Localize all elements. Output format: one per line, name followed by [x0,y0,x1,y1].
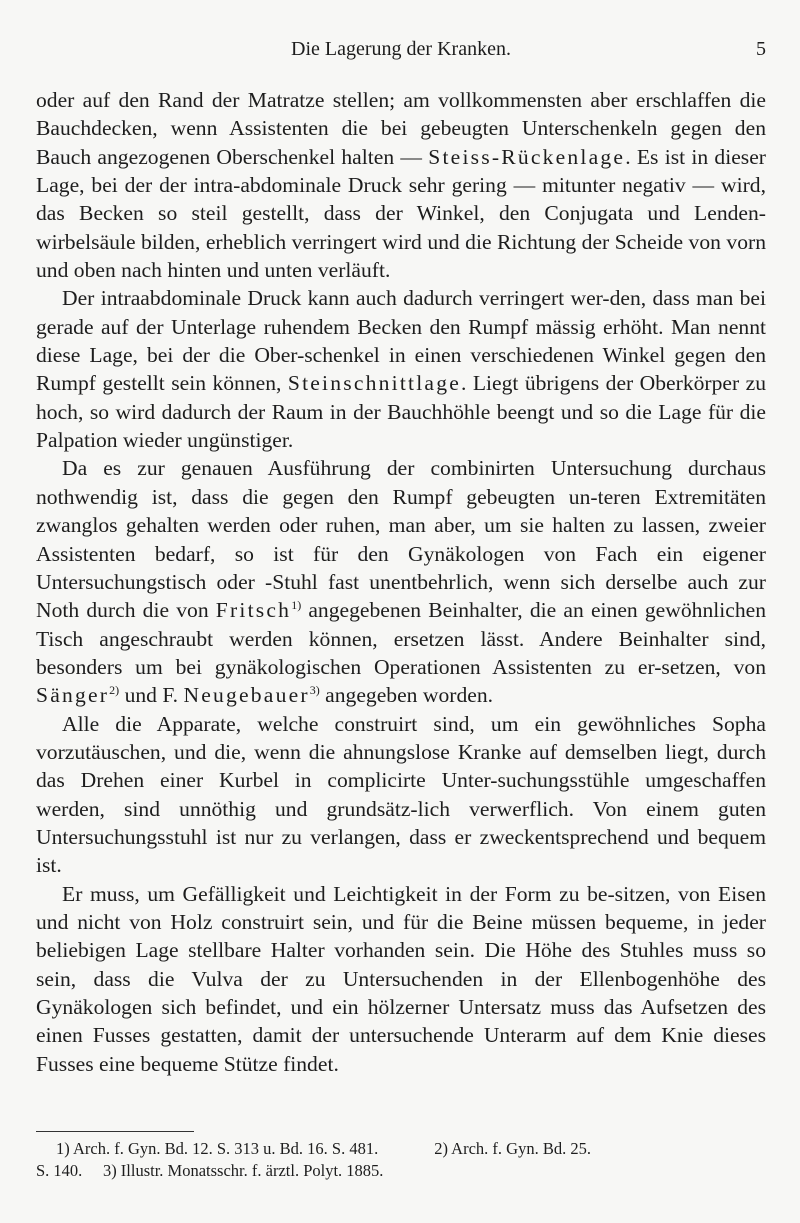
footnote-ref-3: 3) [309,683,320,698]
author-saenger: Sänger [36,683,110,708]
footnote-line-1 [36,1138,766,1160]
footnote-3: 3) Illustr. Monatsschr. f. ärztl. Polyt. 1885. [102,1161,384,1180]
paragraph-3: Da es zur genauen Ausführung der combinirten Untersuchung durchaus nothwendig ist, dass die gegen den Rumpf gebeugten un-teren Extremitäten zwanglos gehalten werden oder ruhen, man aber, um sie halten zu lassen, zweier Assistenten bedarf, so ist für den Gynäkologen von Fach ein eigener Untersuchungstisch oder -Stuhl fast unentbehrlich, wenn sich derselbe auch zur Noth durch die von Fritsch$^{1)}$ angegebenen Beinhalter, die an einen gewöhnlichen Tisch angeschraubt werden können, ersetzen lässt. Andere Beinhalter sind, besonders um bei gynäkologischen Operationen Assistenten zu er-setzen, von Sänger$^{2)}$ und F. Neugebauer$^{3)}$ angegeben worden. [36,456,767,708]
running-title: Die Lagerung der Kranken. [291,38,511,60]
running-header [36,38,766,64]
footnote-2b: S. 140. [36,1161,83,1180]
author-fritsch: Fritsch [215,598,292,623]
term-steiss-rueckenlage: Steiss-Rückenlage [428,144,626,169]
footnote-2a: 2) Arch. f. Gyn. Bd. 25. [434,1139,591,1158]
paragraph-5: Er muss, um Gefälligkeit und Leichtigkeit in der Form zu be-sitzen, von Eisen und nicht von Holz construirt sein, und für die Beine müssen bequeme, in jeder beliebigen Lage stellbare Halter vorhanden sein. Die Höhe des Stuhles muss so sein, dass die Vulva der zu Untersuchenden in der Ellenbogenhöhe des Gynäkologen sich befindet, und ein hölzerner Untersatz muss das Aufsetzen des einen Fusses gestatten, damit der untersuchende Unterarm auf dem Knie dieses Fusses eine bequeme Stütze findet. [36,881,766,1076]
author-neugebauer: Neugebauer [183,683,310,708]
term-steinschnittlage: Steinschnittlage [287,371,461,396]
footnote-ref-1: 1) [291,598,302,613]
footnote-1: 1) Arch. f. Gyn. Bd. 12. S. 313 u. Bd. 16. S. 481. [56,1139,379,1158]
page-number: 5 [756,38,766,60]
footnote-line-2 [36,1160,766,1182]
footnote-ref-2: 2) [109,683,120,698]
paragraph-4: Alle die Apparate, welche construirt sind, um ein gewöhnliches Sopha vorzutäuschen, und die, wenn die ahnungslose Kranke auf demselben liegt, durch das Drehen einer Kurbel in complicirte Unter-suchungsstühle umgeschaffen werden, sind unnöthig und grundsätz-lich verwerflich. Von einem guten Untersuchungsstuhl ist nur zu verlangen, dass er zweckentsprechend und bequem ist. [36,711,766,878]
body-text [36,86,766,1078]
footnotes [36,1138,766,1182]
footnote-divider [36,1131,194,1132]
paragraph-2: Der intraabdominale Druck kann auch dadurch verringert wer-den, dass man bei gerade auf der Unterlage ruhendem Becken den Rumpf mässig erhöht. Man nennt diese Lage, bei der die Ober-schenkel in einen verschiedenen Winkel gegen den Rumpf gestellt sein können, Steinschnittlage. Liegt übrigens der Oberkörper zu hoch, so wird dadurch der Raum in der Bauchhöhle beengt und so die Lage für die Palpation wieder ungünstiger. [36,286,766,453]
paragraph-1: oder auf den Rand der Matratze stellen; am vollkommensten aber erschlaffen die Bauchdecken, wenn Assistenten die bei gebeugten Unterschenkeln gegen den Bauch angezogenen Oberschenkel halten — Steiss-Rückenlage. Es ist in dieser Lage, bei der der intra-abdominale Druck sehr gering — mitunter negativ — wird, das Becken so steil gestellt, dass der Winkel, den Conjugata und Lenden-wirbelsäule bilden, erheblich verringert wird und die Richtung der Scheide von vorn und oben nach hinten und unten verläuft. [36,88,766,283]
